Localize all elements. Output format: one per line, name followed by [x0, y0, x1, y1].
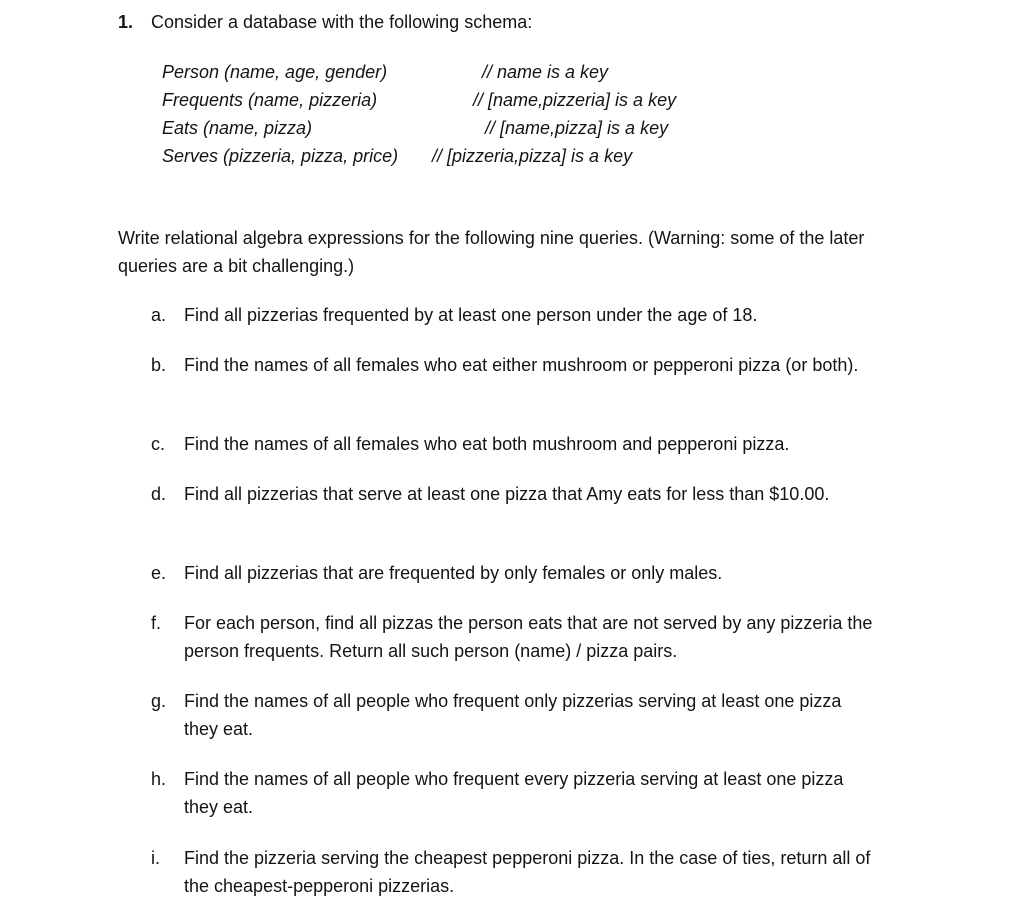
schema-relation: Person (name, age, gender)	[162, 62, 388, 82]
query-letter: g.	[151, 691, 167, 711]
question-number: 1.	[118, 12, 134, 32]
schema-key-comment: // [name,pizza] is a key	[485, 118, 669, 138]
query-text: Find the names of all people who frequent only pizzerias serving at least one pizza they eat.	[184, 691, 842, 739]
query-letter: b.	[151, 355, 167, 375]
query-text: Find all pizzerias frequented by at least one person under the age of 18.	[184, 305, 758, 325]
query-letter: d.	[151, 484, 167, 504]
schema-relation: Frequents (name, pizzeria)	[162, 90, 378, 110]
schema-relation: Serves (pizzeria, pizza, price)	[162, 146, 399, 166]
query-letter: f.	[151, 613, 162, 633]
schema-key-comment: // [name,pizzeria] is a key	[473, 90, 677, 110]
schema-row-eats	[0, 114, 1024, 142]
instructions-paragraph: Write relational algebra expressions for the following nine queries. (Warning: some of the later queries are a bit challenging.)	[118, 228, 865, 276]
schema-row-serves	[0, 142, 1024, 170]
query-text: For each person, find all pizzas the person eats that are not served by any pizzeria the person frequents. Return all such person (name) / pizza pairs.	[184, 613, 873, 661]
schema-row-frequents	[0, 86, 1024, 114]
schema-row-person	[0, 58, 1024, 86]
query-text: Find all pizzerias that are frequented by only females or only males.	[184, 563, 723, 583]
schema-key-comment: // name is a key	[482, 62, 609, 82]
question-text: Consider a database with the following schema:	[151, 12, 533, 32]
query-text: Find the names of all people who frequent every pizzeria serving at least one pizza they eat.	[184, 769, 844, 817]
schema-relation: Eats (name, pizza)	[162, 118, 313, 138]
query-letter: h.	[151, 769, 167, 789]
query-letter: a.	[151, 305, 167, 325]
query-letter: e.	[151, 563, 167, 583]
query-text: Find the names of all females who eat both mushroom and pepperoni pizza.	[184, 434, 790, 454]
query-letter: c.	[151, 434, 166, 454]
query-text: Find the pizzeria serving the cheapest pepperoni pizza. In the case of ties, return all of the cheapest-pepperoni pizzerias.	[184, 848, 871, 896]
schema-key-comment: // [pizzeria,pizza] is a key	[432, 146, 633, 166]
query-letter: i.	[151, 848, 160, 868]
query-text: Find the names of all females who eat either mushroom or pepperoni pizza (or both).	[184, 355, 859, 375]
query-text: Find all pizzerias that serve at least one pizza that Amy eats for less than $10.00.	[184, 484, 830, 504]
